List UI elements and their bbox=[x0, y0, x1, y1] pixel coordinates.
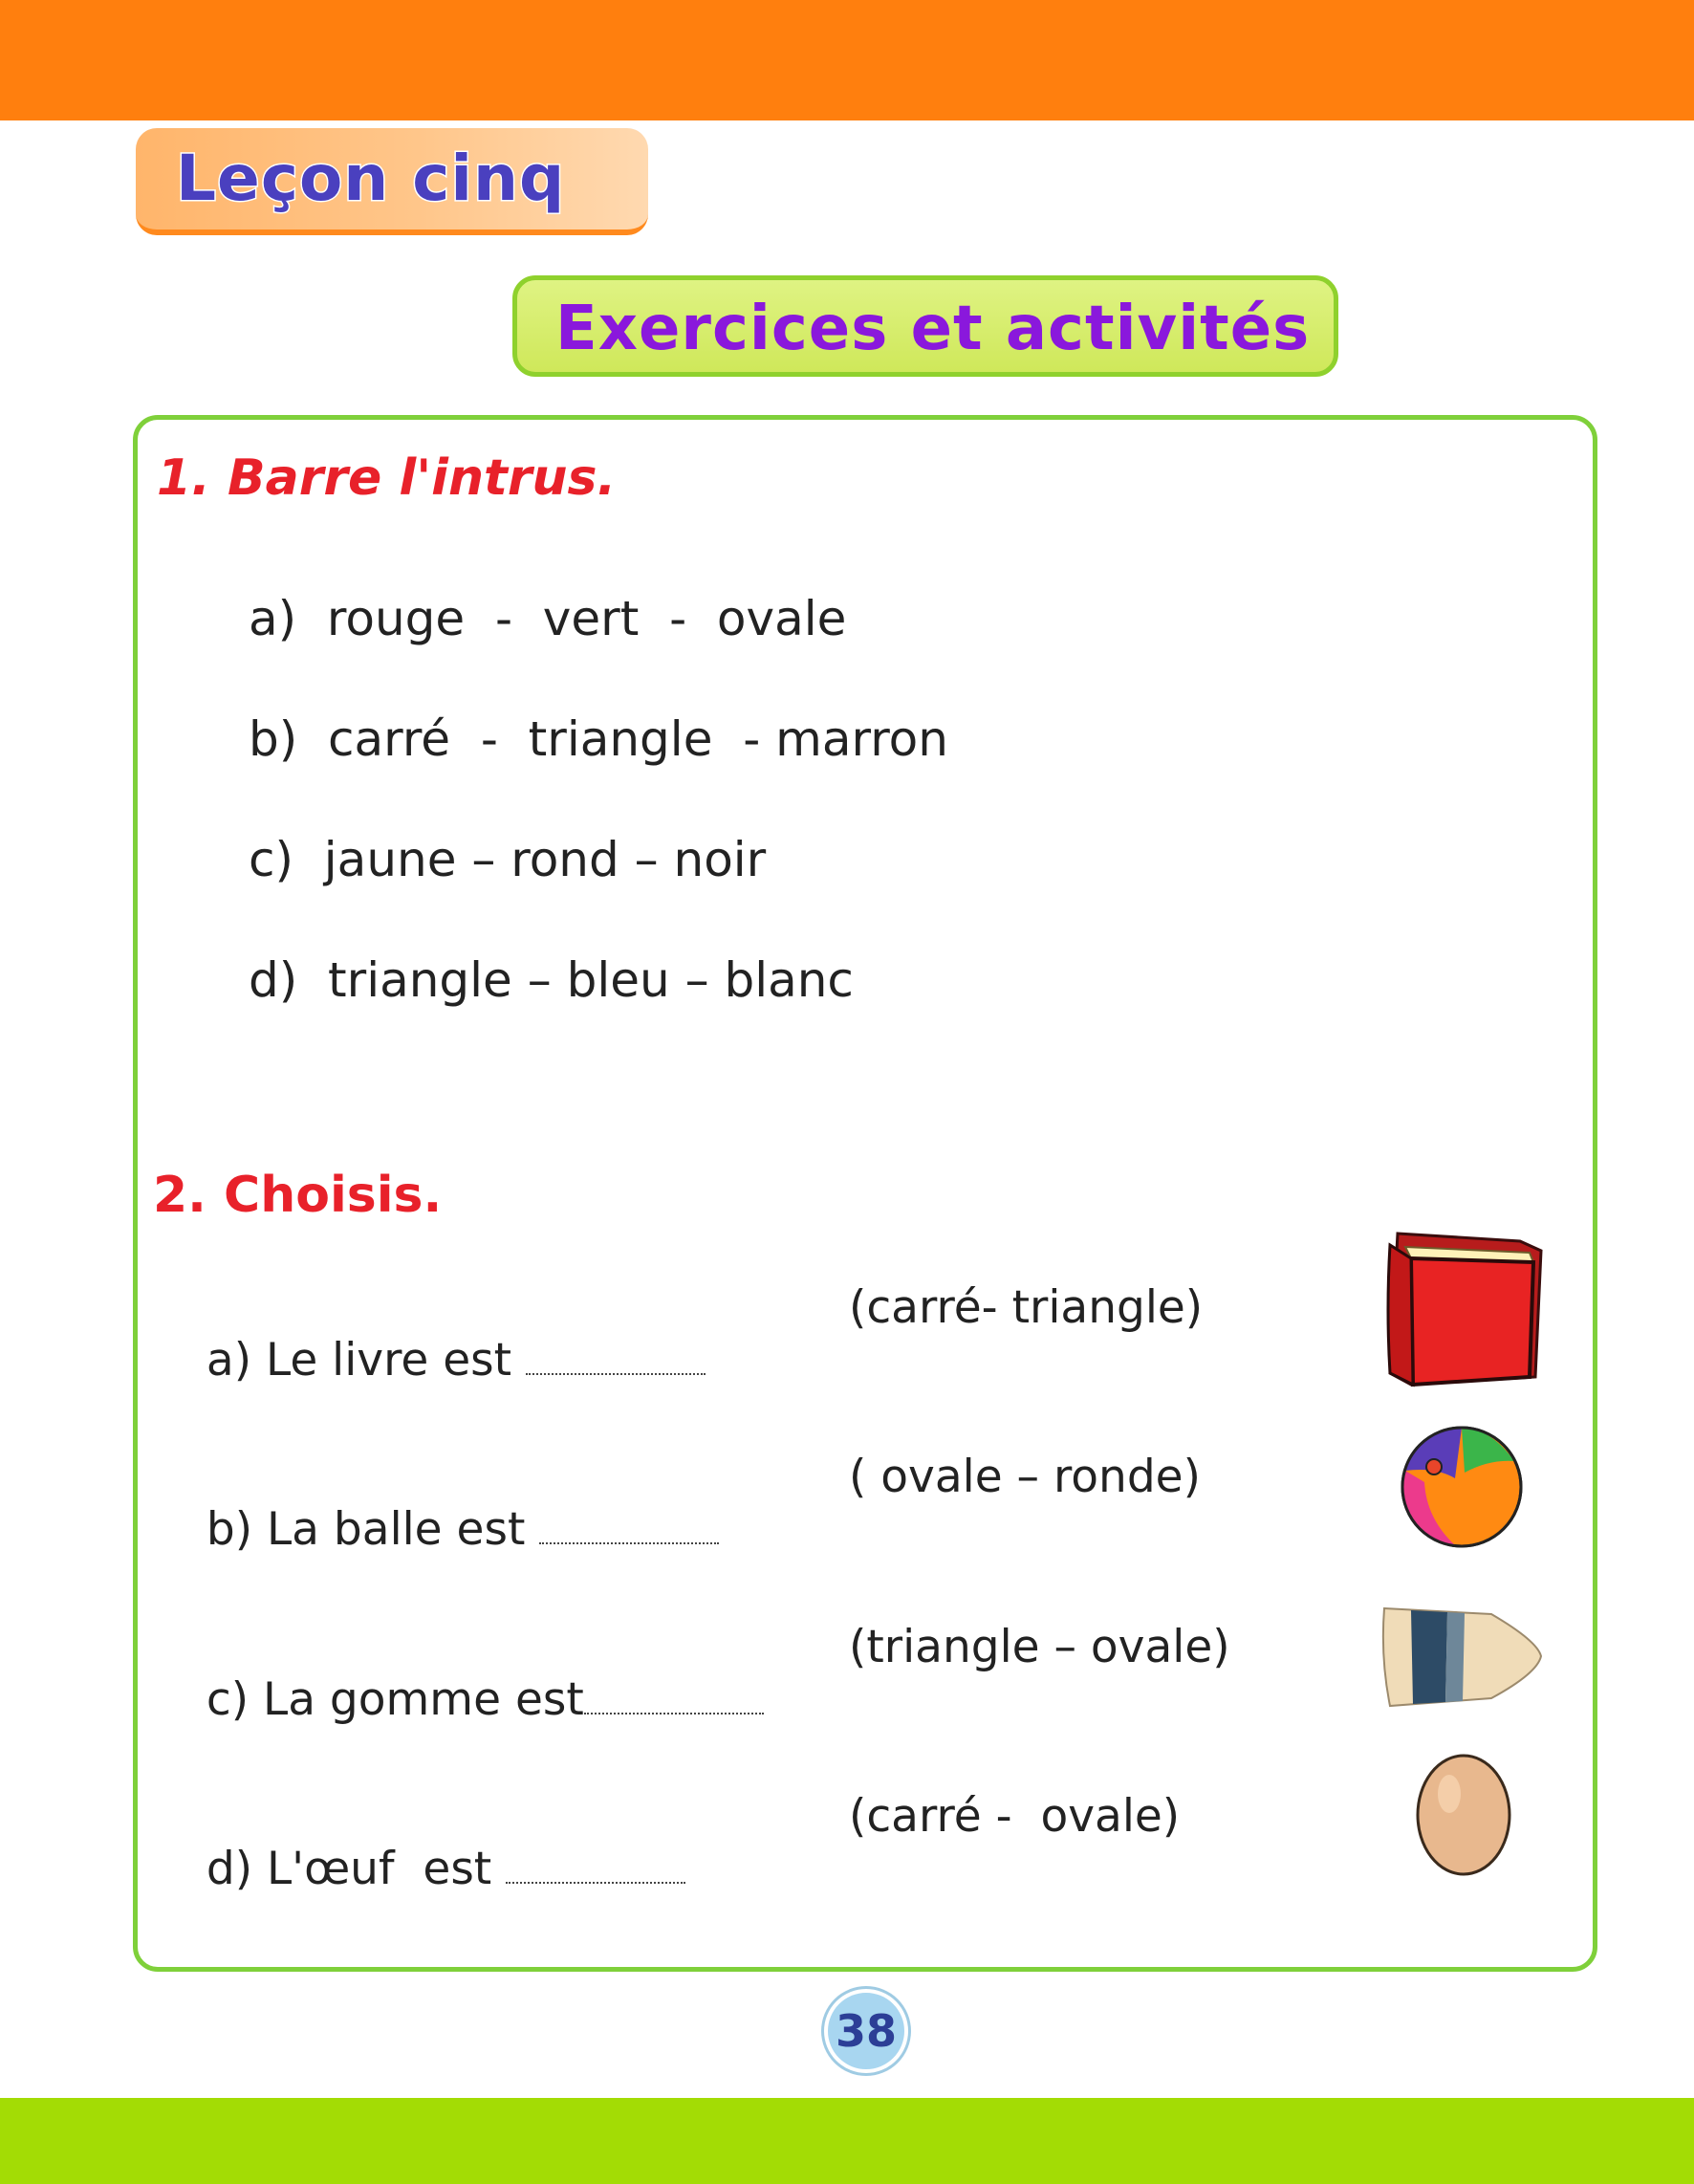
exercise2-item-c-text: c) La gomme est bbox=[206, 1673, 584, 1726]
exercise2-item-a-text: a) Le livre est bbox=[206, 1334, 527, 1387]
exercise1-heading: 1. Barre l'intrus. bbox=[157, 449, 617, 507]
answer-blank-d[interactable] bbox=[506, 1878, 685, 1884]
exercise2-item-b bbox=[178, 1451, 719, 1556]
lesson-banner bbox=[136, 128, 648, 235]
ball-icon bbox=[1398, 1423, 1526, 1551]
exercise2-item-c bbox=[178, 1621, 764, 1726]
exercise2-item-b-text: b) La balle est bbox=[206, 1503, 540, 1556]
exercise2-choices-a: (carré- triangle) bbox=[849, 1281, 1204, 1334]
eraser-icon bbox=[1377, 1603, 1549, 1710]
lesson-title: Leçon cinq bbox=[176, 142, 566, 215]
bottom-green-band bbox=[0, 2098, 1694, 2184]
exercise2-choices-c: (triangle – ovale) bbox=[849, 1621, 1230, 1673]
red-book-icon bbox=[1377, 1224, 1549, 1391]
section-banner bbox=[512, 275, 1338, 377]
exercise1-item-b: b) carré - triangle - marron bbox=[249, 711, 948, 767]
section-title: Exercices et activités bbox=[555, 294, 1311, 364]
exercise2-choices-d: (carré - ovale) bbox=[849, 1790, 1181, 1843]
egg-icon bbox=[1411, 1746, 1516, 1878]
exercise1-item-c: c) jaune – rond – noir bbox=[249, 832, 767, 887]
page-number: 38 bbox=[835, 2005, 897, 2057]
page-number-badge bbox=[824, 1989, 908, 2073]
exercise2-choices-b: ( ovale – ronde) bbox=[849, 1451, 1201, 1503]
exercise1-item-d: d) triangle – bleu – blanc bbox=[249, 952, 854, 1008]
top-orange-band bbox=[0, 0, 1694, 120]
exercise1-item-a: a) rouge - vert - ovale bbox=[249, 591, 847, 646]
exercise2-item-a bbox=[178, 1281, 706, 1387]
answer-blank-c[interactable] bbox=[584, 1709, 764, 1714]
exercise2-item-d-text: d) L'œuf est bbox=[206, 1843, 507, 1895]
answer-blank-b[interactable] bbox=[539, 1539, 719, 1544]
answer-blank-a[interactable] bbox=[526, 1369, 706, 1375]
exercise2-heading: 2. Choisis. bbox=[153, 1167, 443, 1224]
exercise2-item-d bbox=[178, 1790, 685, 1895]
